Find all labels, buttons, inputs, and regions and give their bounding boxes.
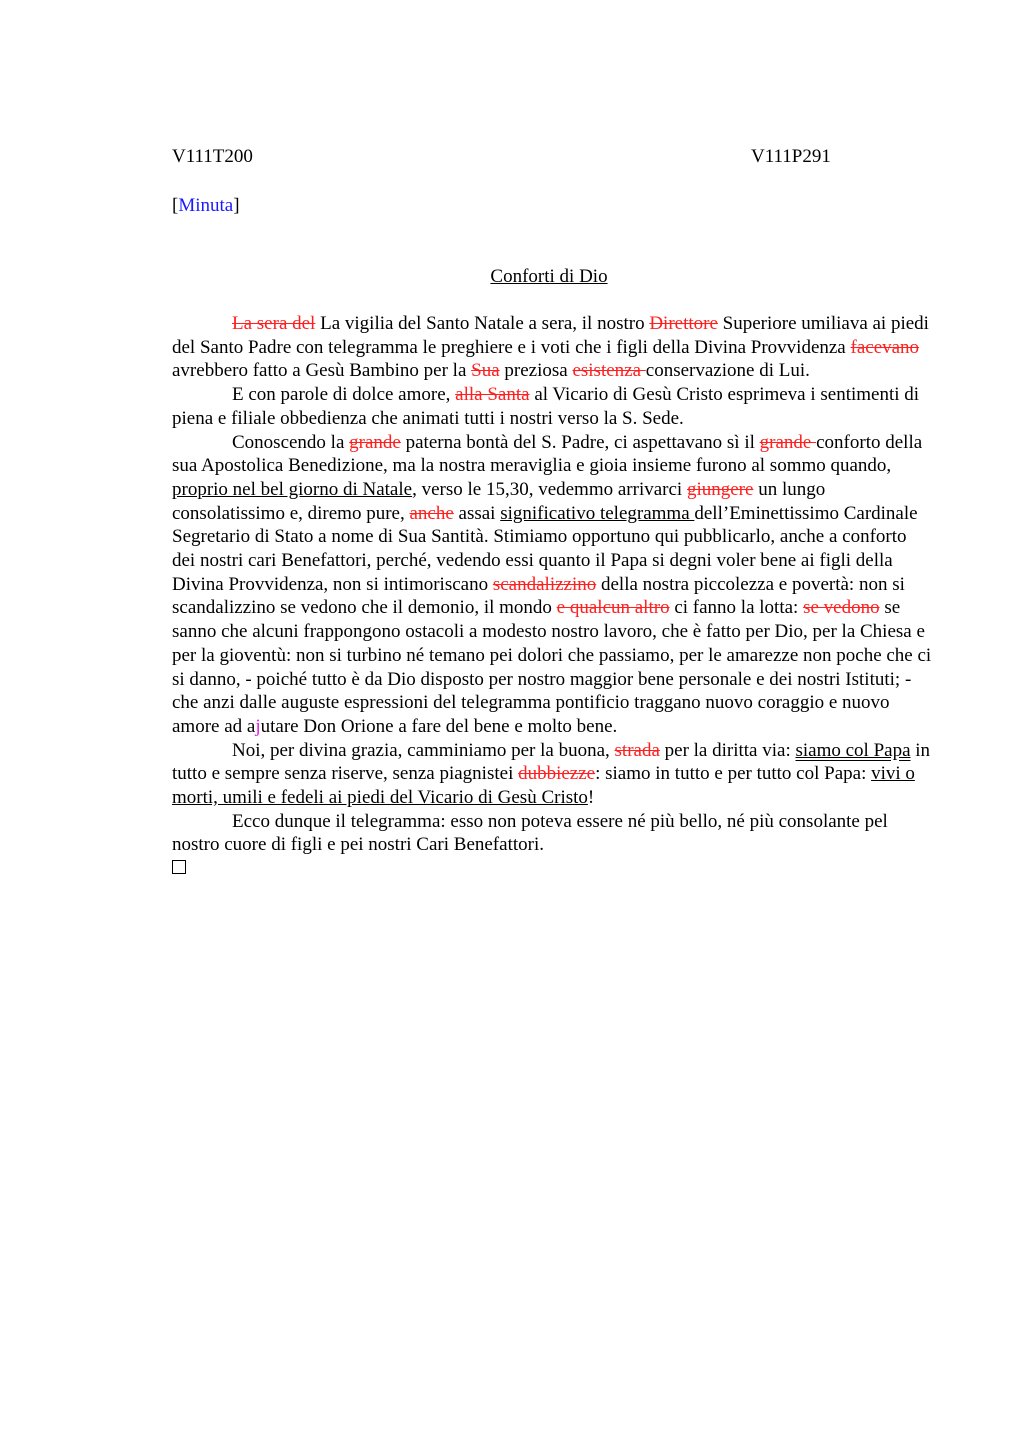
text: Noi, per divina grazia, camminiamo per la buona, — [232, 739, 615, 761]
deleted-text: grande — [349, 431, 401, 453]
underlined-text: proprio nel bel giorno di Natale — [172, 478, 413, 500]
text: un lungo consolatissimo e, diremo pure, — [172, 478, 826, 524]
highlighted-letter: j — [255, 715, 261, 737]
text: E con parole di dolce amore, — [232, 384, 456, 406]
deleted-text: Direttore — [649, 313, 718, 334]
text: per la diritta via: — [659, 739, 796, 761]
deleted-text: anche — [409, 502, 454, 524]
body-text — [172, 312, 932, 881]
bracket-close: ] — [233, 195, 240, 216]
underlined-text: vivi o morti, umili e fedeli ai piedi del Vicario di Gesù Cristo — [172, 763, 915, 809]
deleted-text: Sua — [471, 360, 500, 382]
text: al Vicario di Gesù Cristo esprimeva i sentimenti di piena e filiale obbedienza che animati tutti i nostri verso la S. Sede. — [172, 384, 920, 429]
deleted-text: se vedono — [803, 597, 880, 619]
text: avrebbero fatto a Gesù Bambino per la — [172, 360, 472, 382]
text: dell’Eminettissimo Cardinale Segretario di Stato a nome di Sua Santità. Stimiamo opportuno qui pubblicarlo, anche a conforto dei nostri cari Benefattori, perché, vedendo essi quanto il Papa si degni voler bene ai figli della Divina Provvidenza, non si intimoriscano — [172, 502, 918, 595]
paragraph-5 — [172, 810, 932, 857]
deleted-text: e qualcun altro — [556, 597, 670, 619]
deleted-text: grande — [759, 431, 817, 453]
empty-square-icon — [172, 860, 186, 874]
text: Ecco dunque il telegramma: esso non poteva essere né più bello, né più consolante pel nostro cuore di figli e pei nostri Cari Benefattori. — [172, 810, 888, 856]
minuta-text: Minuta — [178, 195, 234, 216]
text: ! — [587, 787, 595, 809]
text: utare Don Orione a fare del bene e molto bene. — [260, 715, 618, 737]
text: se sanno che alcuni frappongono ostacoli a modesto nostro lavoro, che è fatto per Dio, per la Chiesa e per la gioventù: non si turbino né temano pei dolori che passiamo, per le amarezze non poche che ci si danno, - poiché tutto è da Dio disposto per nostro maggior bene personale e dei nostri Istituti; - che anzi dalle auguste espressioni del telegramma pontificio traggano nuovo coraggio e nuovo amore ad a — [172, 597, 932, 737]
paragraph-3 — [172, 431, 932, 739]
deleted-text: La sera del — [232, 313, 316, 334]
paragraph-4 — [172, 739, 932, 810]
text: della nostra piccolezza e povertà: non si scandalizzino se vedono che il demonio, il mondo — [172, 573, 905, 619]
text: conforto della sua Apostolica Benedizione, ma la nostra meraviglia e gioia insieme furono al sommo quando, — [172, 431, 923, 477]
text: in tutto e sempre senza riserve, senza piagnistei — [172, 739, 931, 785]
header-left-code: V111T200 — [172, 146, 253, 167]
deleted-text: alla Santa — [455, 384, 530, 406]
double-underlined-text: siamo col Papa — [795, 739, 911, 761]
header-right-code: V111P291 — [751, 146, 831, 167]
deleted-text: esistenza — [572, 360, 646, 382]
deleted-text: dubbiezze — [518, 763, 596, 785]
end-marker — [172, 857, 932, 881]
page-title: Conforti di Dio — [490, 266, 608, 287]
paragraph-2 — [172, 383, 932, 430]
text: conservazione di Lui. — [645, 360, 810, 382]
text: assai — [453, 502, 501, 524]
underlined-text: significativo telegramma — [500, 502, 695, 524]
deleted-text: scandalizzino — [492, 573, 597, 595]
bracket-open: [ — [172, 195, 179, 216]
text: ci fanno la lotta: — [669, 597, 804, 619]
text: Conoscendo la — [232, 431, 350, 453]
paragraph-1 — [172, 312, 932, 383]
deleted-text: giungere — [686, 478, 754, 500]
minuta-label — [172, 195, 240, 217]
text: La vigilia del Santo Natale a sera, il nostro — [315, 313, 650, 334]
text: : siamo in tutto e per tutto col Papa: — [595, 763, 872, 785]
deleted-text: facevano — [850, 336, 920, 358]
text: paterna bontà del S. Padre, ci aspettavano sì il — [400, 431, 760, 453]
text: , verso le 15,30, vedemmo arrivarci — [412, 478, 687, 500]
text: preziosa — [499, 360, 573, 382]
deleted-text: strada — [614, 739, 660, 761]
text: Superiore umiliava ai piedi del Santo Padre con telegramma le preghiere e i voti che i figli della Divina Provvidenza — [172, 313, 929, 358]
